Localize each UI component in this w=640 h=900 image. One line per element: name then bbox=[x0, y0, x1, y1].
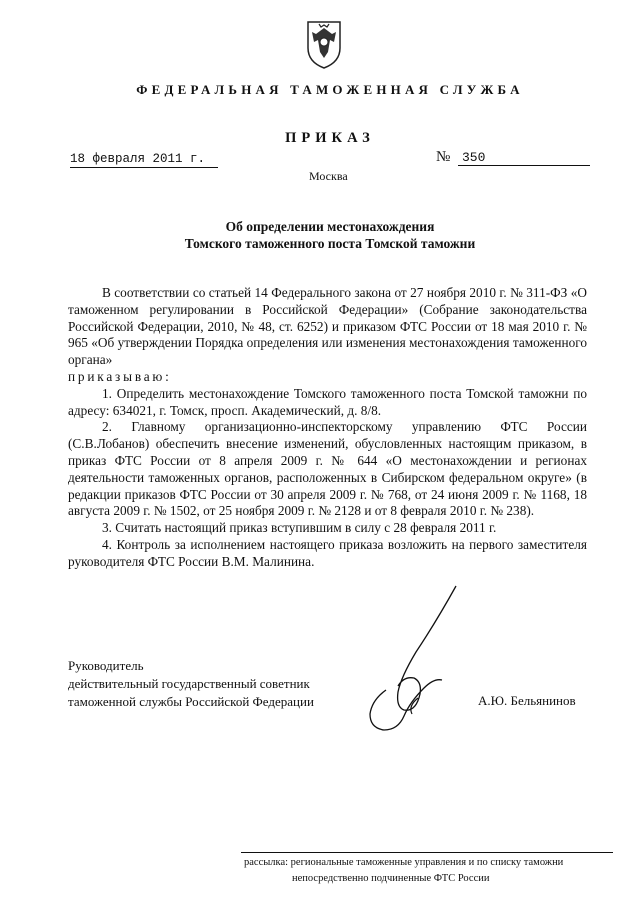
signatory-title-line-1: Руководитель bbox=[68, 658, 144, 673]
item-4: 4. Контроль за исполнением настоящего приказа возложить на первого заместителя руководителя ФТС России В.М. Малинина. bbox=[68, 536, 587, 569]
command-word: приказываю: bbox=[68, 368, 172, 384]
item-2: 2. Главному организационно-инспекторскому управлению ФТС России (С.В.Лобанов) обеспечить внесение изменений, обусловленных настоящим приказом, в приказ ФТС России от 8 апреля 2009 г. № 644 «О местонахождении и регионах деятельности таможенных органов, расположенных в Сибирском федеральном округе» (в редакции приказов ФТС России от 30 апреля 2009 г. № 768, от 24 июня 2009 г. № 1168, 18 августа 2009 г. № 1502, от 25 ноября 2009 г. № 2128 и от 8 февраля 2010 г. № 238). bbox=[68, 419, 587, 519]
distribution-divider bbox=[241, 852, 613, 853]
item-3: 3. Считать настоящий приказ вступившим в силу с 28 февраля 2011 г. bbox=[102, 520, 497, 536]
distribution-line-2: непосредственно подчиненные ФТС России bbox=[292, 873, 490, 884]
order-body bbox=[68, 285, 587, 571]
item-1: 1. Определить местонахождение Томского таможенного поста Томской таможни по адресу: 634021, г. Томск, просп. Академический, д. 8/8. bbox=[68, 385, 587, 418]
signer-name: А.Ю. Бельянинов bbox=[478, 693, 576, 708]
number-sign: № bbox=[436, 149, 451, 165]
city: Москва bbox=[309, 169, 348, 183]
order-number-block bbox=[436, 149, 590, 166]
signatory-title-line-3: таможенной службы Российской Федерации bbox=[68, 694, 314, 709]
order-number: 350 bbox=[458, 150, 590, 166]
order-date: 18 февраля 2011 г. bbox=[70, 152, 218, 168]
handwritten-signature-icon bbox=[346, 582, 486, 742]
russian-coat-of-arms-icon bbox=[304, 14, 344, 70]
agency-name: ФЕДЕРАЛЬНАЯ ТАМОЖЕННАЯ СЛУЖБА bbox=[136, 82, 524, 97]
distribution-line-1: рассылка: региональные таможенные управления и по списку таможни bbox=[244, 857, 564, 868]
subject-line-1: Об определении местонахождения bbox=[225, 219, 435, 234]
signatory-title bbox=[68, 657, 368, 711]
signatory-title-line-2: действительный государственный советник bbox=[68, 676, 310, 691]
subject-line-2: Томского таможенного поста Томской таможни bbox=[184, 236, 476, 251]
document-type: ПРИКАЗ bbox=[285, 130, 375, 146]
preamble: В соответствии со статьей 14 Федерального закона от 27 ноября 2010 г. № 311-ФЗ «О таможенном регулировании в Российской Федерации» (Собрание законодательства Российской Федерации, 2010, № 48, ст. 6252) и приказом ФТС России от 18 мая 2010 г. № 965 «Об утверждении Порядка определения или изменения местонахождения таможенного органа» bbox=[68, 285, 588, 368]
order-subject bbox=[110, 218, 550, 252]
